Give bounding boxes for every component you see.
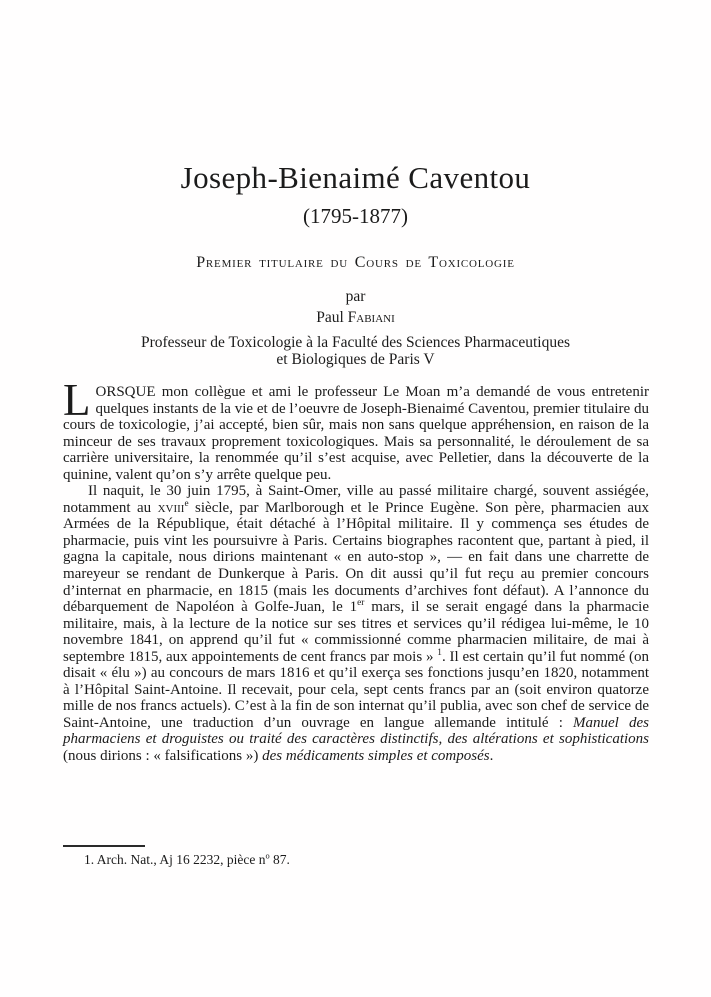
author-name: Paul Fabiani (316, 309, 395, 326)
article-title: Joseph-Bienaimé Caventou (180, 160, 531, 195)
byline-par: par (345, 288, 366, 305)
author-affiliation (0, 334, 711, 368)
affiliation-line-1: Professeur de Toxicologie à la Faculté des Sciences Pharmaceutiques (140, 334, 571, 351)
footnote-1: 1. Arch. Nat., Aj 16 2232, pièce $n^o$ 87. (84, 851, 290, 867)
drop-cap-initial: L (63, 375, 91, 425)
paragraph-1-text: ORSQUE mon collègue et ami le professeur Le Moan m’a demandé de vous entretenir quelques instants de la vie et de l’oeuvre de Joseph-Bienaimé Caventou, premier titulaire du cours de toxicologie, j’ai accepté, bien sûr, mais non sans quelque appréhension, en raison de la minceur de ses travaux proprement toxicologiques. Mais sa personnalité, le déroulement de sa carrière universitaire, la renommée qu’il s’est acquise, avec Pelletier, dans la découverte de la quinine, valent qu’on s’y arrête quelque peu. (63, 384, 649, 483)
paragraph-2: Il naquit, le 30 juin 1795, à Saint-Omer, ville au passé militaire chargé, souvent assiégée, notamment au xviii$^e$ siècle, par Marlborough et le Prince Eugène. Son père, pharmacien aux Armées de la République, était détaché à l’Hôpital militaire. Il y commença ses études de pharmacie, puis vint les poursuivre à Paris. Certains biographes racontent que, partant à pied, il gagna la capitale, nous dirions maintenant « en auto-stop », — en fait dans une charrette de mareyeur se rendant de Dunkerque à Paris. On dit aussi qu’il fut reçu au premier concours d’internat en pharmacie, en 1815 (mais les documents d’archives font défaut). A l’annonce du débarquement de Napoléon à Golfe-Juan, le 1er mars, il se serait engagé dans la pharmacie militaire, mais, à la lecture de la notice sur ses titres et services qu’il rédigea lui-même, le 10 novembre 1841, on apprend qu’il fut « commissionné comme pharmacien militaire, de mai à septembre 1815, aux appointements de cent francs par mois » $^1$. Il est certain qu’il fut nommé (on disait « élu ») au concours de mars 1816 et qu’il exerça ses fonctions jusqu’en 1820, notamment à l’Hôpital Saint-Antoine. Il recevait, pour cela, sept cents francs par an (soit environ quatorze mille de nos francs actuels). C’est à la fin de son internat qu’il publia, avec son chef de service de Saint-Antoine, une traduction d’un ouvrage en langue allemande intitulé : Manuel des pharmaciens et droguistes ou traité des caractères distinctifs, des altérations et sophistications (nous dirions : « falsifications ») des médicaments simples et composés. (63, 483, 649, 765)
life-dates: (1795-1877) (303, 204, 408, 228)
article-subtitle: Premier titulaire du Cours de Toxicologie (196, 254, 515, 271)
article-body (63, 375, 649, 765)
footnote-area (63, 845, 649, 868)
footnote-separator (63, 845, 145, 847)
affiliation-line-2: et Biologiques de Paris V (276, 351, 435, 368)
paragraph-1 (63, 375, 649, 483)
article-header (0, 0, 711, 368)
